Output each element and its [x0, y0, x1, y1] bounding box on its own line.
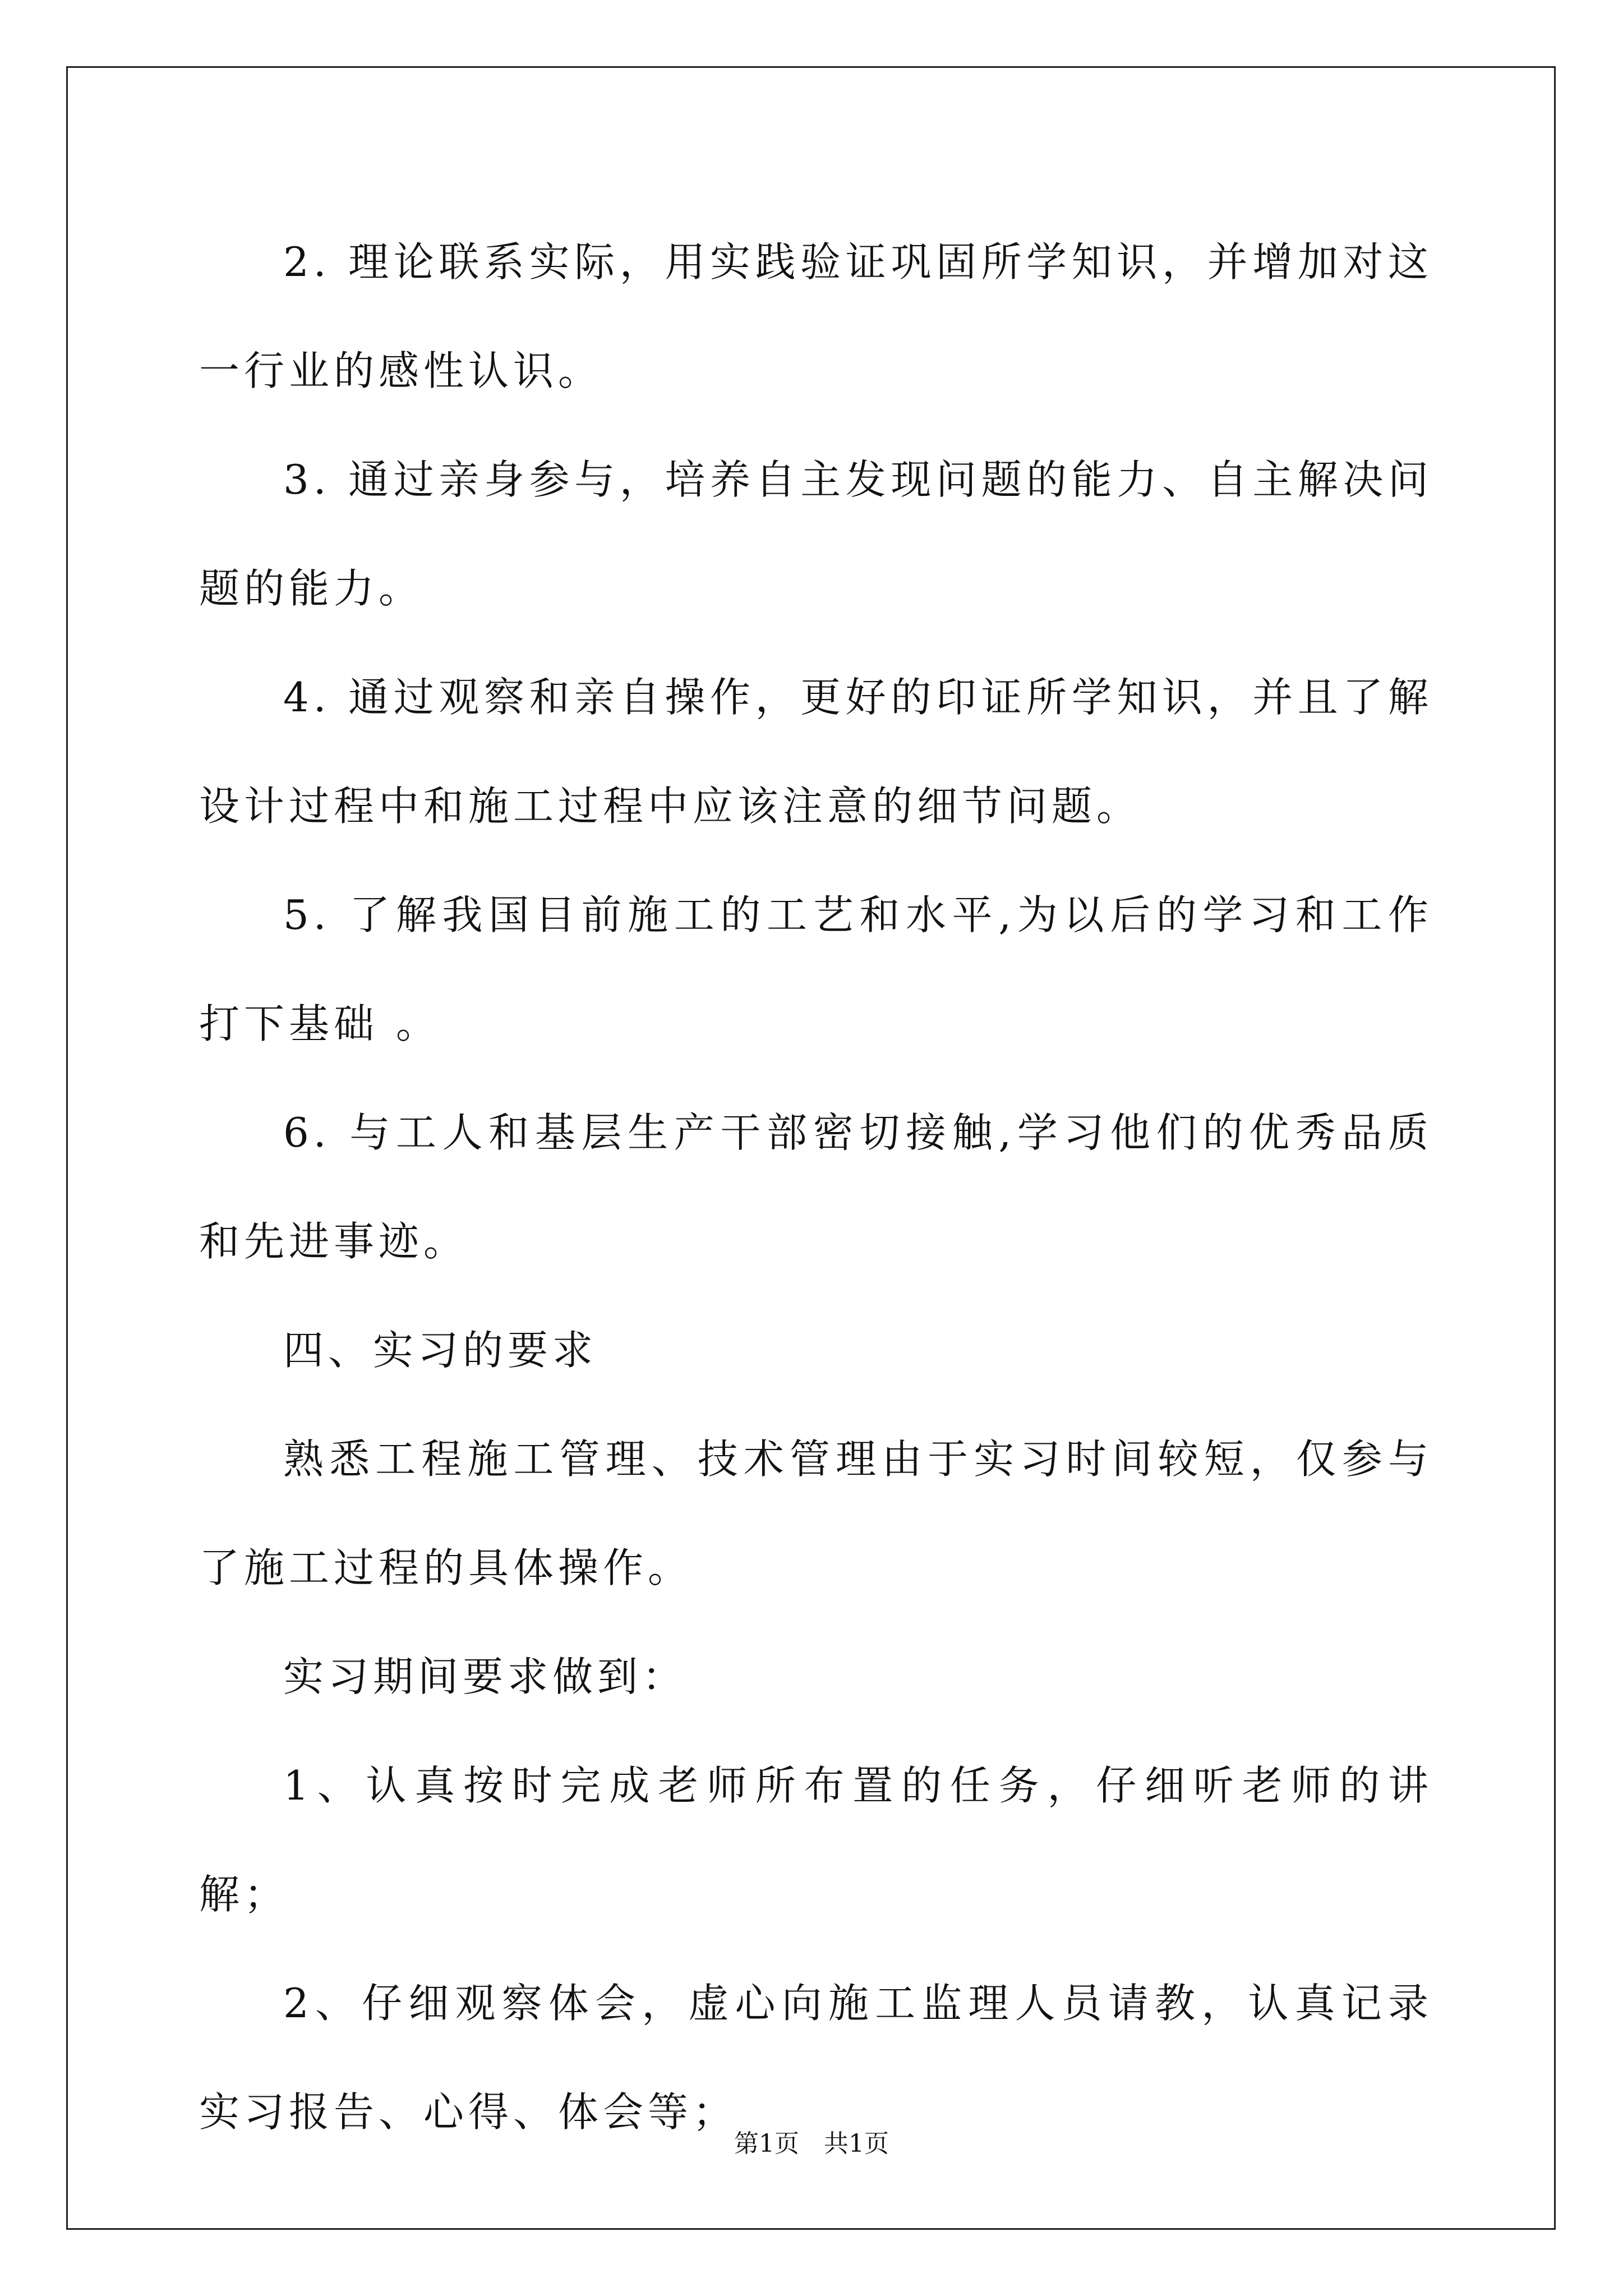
paragraph: 5. 了解我国目前施工的工艺和水平,为以后的学习和工作打下基础 。 [199, 891, 1433, 1047]
paragraph: 2. 理论联系实际，用实践验证巩固所学知识，并增加对这一行业的感性认识。 [199, 238, 1433, 394]
document-body [199, 208, 1433, 2166]
paragraph: 4. 通过观察和亲自操作，更好的印证所学知识，并且了解设计过程中和施工过程中应该注意的细节问题。 [199, 674, 1433, 830]
paragraph: 实习期间要求做到： [283, 1653, 688, 1700]
paragraph: 3. 通过亲身参与，培养自主发现问题的能力、自主解决问题的能力。 [199, 456, 1433, 612]
section-heading: 四、实习的要求 [283, 1327, 598, 1374]
paragraph: 熟悉工程施工管理、技术管理由于实习时间较短，仅参与了施工过程的具体操作。 [199, 1435, 1433, 1591]
paragraph: 2、仔细观察体会，虚心向施工监理人员请教，认真记录实习报告、心得、体会等； [199, 1980, 1433, 2136]
paragraph: 6. 与工人和基层生产干部密切接触,学习他们的优秀品质和先进事迹。 [199, 1109, 1433, 1265]
paragraph: 1、认真按时完成老师所布置的任务，仔细听老师的讲解； [199, 1762, 1433, 1918]
page-footer: 第1页 共1页 [734, 2129, 889, 2158]
